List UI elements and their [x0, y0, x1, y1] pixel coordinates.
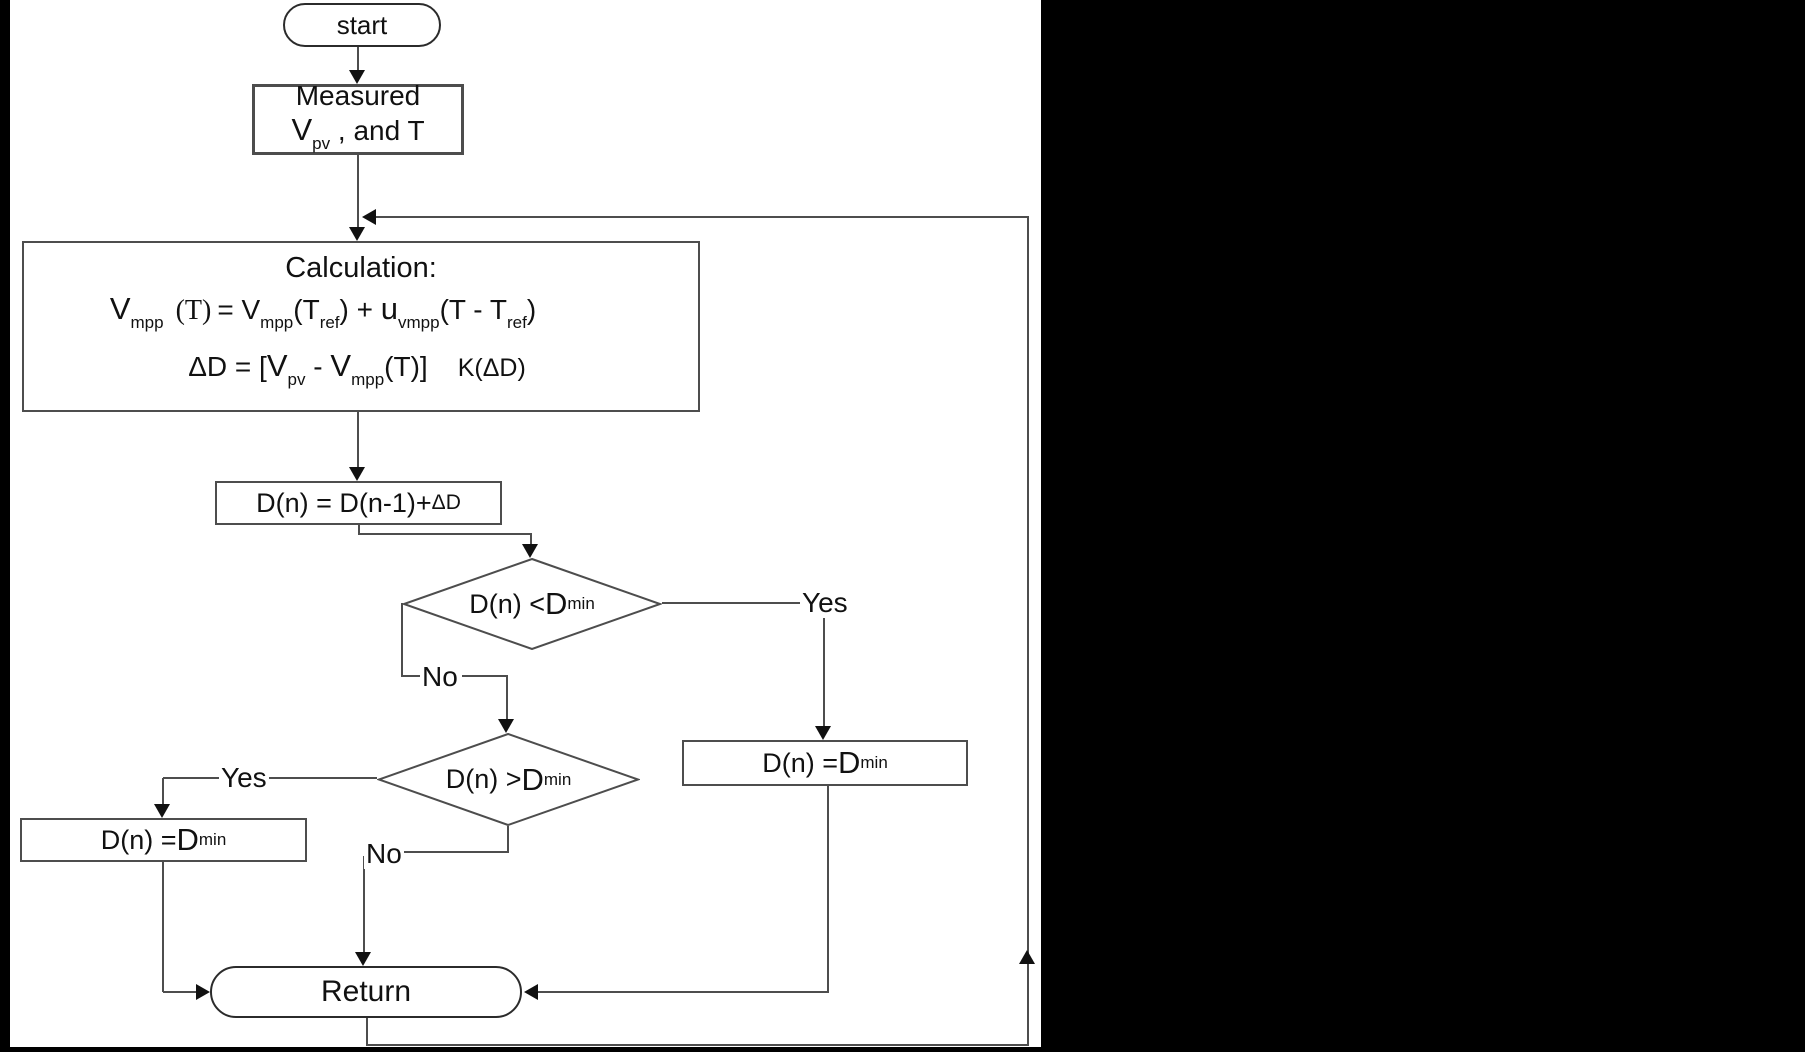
edge-decision2-yes-h1: [268, 777, 377, 779]
clamp-right-box: D(n) = D min: [682, 740, 968, 786]
edge-clamp-right-exit: [827, 786, 829, 992]
arrowhead-into-return-left: [196, 984, 210, 1000]
black-mask-right: [1041, 0, 1805, 1052]
edge-start-to-measured: [357, 43, 359, 72]
edge-feedback-right: [1027, 216, 1029, 1046]
arrowhead-into-clamp-left: [154, 804, 170, 818]
edge-label-yes-1: Yes: [802, 587, 848, 618]
edge-label-no-2: No: [366, 838, 402, 869]
arrowhead-into-return-top: [355, 952, 371, 966]
arrowhead-into-clamp-right: [815, 726, 831, 740]
edge-into-decision2: [506, 677, 508, 721]
edge-decision1-no-h: [462, 675, 508, 677]
calc-title: Calculation:: [285, 252, 437, 284]
return-terminator: [210, 966, 522, 1018]
start-label: start: [336, 9, 388, 40]
edge-decision2-no-v1: [507, 826, 509, 853]
decision1-label: D(n) < D min: [469, 586, 595, 621]
edge-label-yes-2: Yes: [221, 762, 267, 793]
arrowhead-into-update: [349, 467, 365, 481]
arrowhead-feedback-junction: [362, 209, 376, 225]
edge-measured-to-calc: [357, 155, 359, 229]
edge-clamp-left-to-return: [163, 991, 196, 993]
measured-line1: Measured: [295, 79, 421, 111]
update-process-box: D(n) = D(n-1)+ ΔD: [215, 481, 502, 525]
arrowhead-into-decision1: [522, 544, 538, 558]
black-mask-bottom: [0, 1047, 1041, 1052]
edge-decision1-yes-h: [662, 602, 802, 604]
return-label: Return: [320, 975, 412, 1008]
edge-decision2-yes-v: [162, 778, 164, 806]
edge-decision2-no-v2: [363, 856, 365, 954]
black-mask-left: [0, 0, 10, 1052]
calculation-process-box: [22, 241, 700, 412]
decision-dn-less-dmin: [402, 558, 662, 650]
measured-process-box: [252, 79, 464, 155]
measured-line2: $V_{pv}$ , and T: [291, 111, 425, 153]
arrowhead-into-return-right: [524, 984, 538, 1000]
edge-return-exit: [366, 1018, 368, 1046]
edge-clamp-right-to-return: [538, 991, 829, 993]
edge-decision2-no-h: [404, 851, 508, 853]
arrowhead-feedback-up: [1019, 950, 1035, 964]
edge-decision1-yes-v: [823, 616, 825, 728]
calc-formula-1: $V_{mpp}$ $(T) = V_{mpp}(T_{ref}) + u_{vmpp}(T - T_{ref})$: [109, 291, 537, 332]
start-terminator: [283, 3, 441, 47]
edge-feedback-top: [376, 216, 1029, 218]
arrowhead-into-calc: [349, 227, 365, 241]
calc-formula-2: $\Delta D = [V_{pv} - V_{mpp}(T)]$ K(ΔD): [188, 348, 526, 389]
edge-clamp-left-exit: [162, 862, 164, 992]
edge-feedback-bottom: [366, 1044, 1029, 1046]
arrowhead-into-decision2: [498, 719, 514, 733]
edge-label-no-1: No: [422, 661, 458, 692]
clamp-left-box: D(n) = D min: [20, 818, 307, 862]
edge-update-elbow: [358, 533, 532, 535]
edge-calc-to-update: [357, 412, 359, 469]
decision-dn-greater-dmin: [377, 733, 640, 826]
edge-decision2-yes-h2: [163, 777, 221, 779]
decision2-label: D(n) > D min: [445, 761, 572, 797]
